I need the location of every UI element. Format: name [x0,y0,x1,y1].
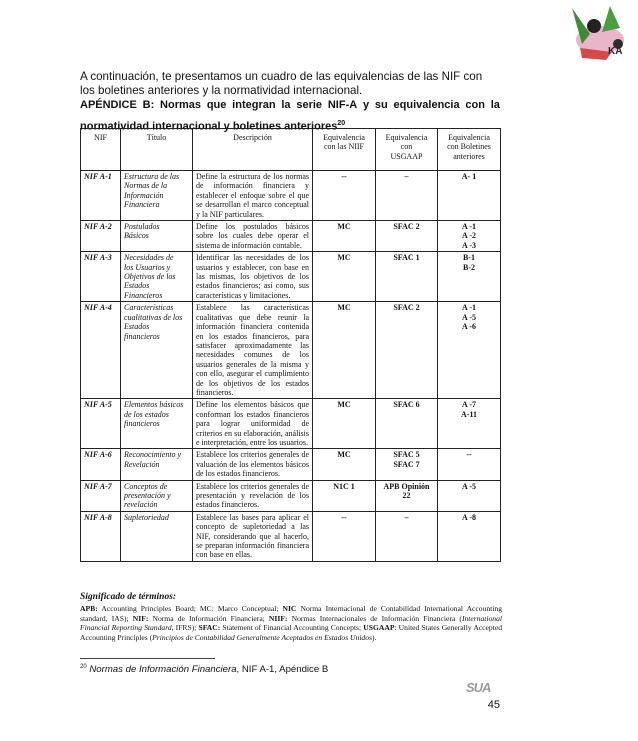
header-eq-boletines-line: Equivalencia [448,133,490,142]
cell-description: Define la estructura de los normas de información financiera y establecer el enfoque sobre el que se desarrollan el marco conceptual y la NIF particulares. [193,171,313,221]
legend-abbreviation: USGAAP [363,623,395,633]
header-eq-usgaap-line: Equivalencia [385,133,428,142]
cell-eq-usgaap [376,252,438,302]
heading-word: la [490,99,500,111]
cell-eq-boletines-line: A -5 [462,481,476,491]
cell-eq-boletines [438,252,501,302]
cell-title-line: Elementos básicos [124,400,184,410]
legend-definition: Norma de Información Financiera; [148,613,269,623]
footnote-rest: , NIF A-1, Apéndice B [236,664,329,676]
heading-line-2-text: normatividad internacional y boletines anteriores [80,120,338,133]
cell-nif-code: NIF A-1 [81,171,121,221]
heading-word: y [362,99,370,111]
cell-eq-usgaap-line: SFAC 2 [393,303,420,313]
legend-definition: Normas Internacionales de Información Financiera ( [287,613,462,623]
cell-description: Establece las características cualitativas que debe reunir la información financiera contenida en los estados financieros, para satisfacer aproximadamente las necesidades comunes de los usuarios generales de la misma y con ello, asegurar el cumplimiento de los objetivos de los estados financieros. [193,302,313,399]
header-eq-niif-line: Equivalencia [323,133,365,142]
cell-title [121,399,193,449]
header-titulo: Título [121,129,193,171]
page-number: 45 [487,699,500,711]
cell-title-line: Estados [124,322,150,332]
header-eq-boletines [438,129,501,171]
heading-word: con [465,99,485,111]
cell-eq-usgaap-line: SFAC 5 [393,450,420,460]
cell-eq-usgaap [376,221,438,252]
cell-title [121,449,193,480]
table-row [81,511,501,561]
cell-eq-niif [313,449,376,480]
footnote-title: Normas de Información Financiera [89,664,237,676]
header-descripcion: Descripción [193,129,313,171]
heading-word: NIF-A [327,99,358,111]
cell-eq-boletines-line: A -1 [462,222,476,232]
cell-eq-niif [313,480,376,511]
cell-nif-code: NIF A-3 [81,252,121,302]
cell-eq-boletines [438,449,501,480]
cell-eq-niif-line: MC [337,303,351,313]
cell-title-line: financieros [124,331,160,341]
cell-description: Establece las bases para aplicar el concepto de supletoriedad a las NIF, considerando que al hacerlo, se preparan información financiera con base en ellas. [193,511,313,561]
cell-eq-usgaap-line: APB Opinión [383,481,430,491]
cell-nif-code: NIF A-6 [81,449,121,480]
cell-eq-usgaap-line: SFAC 1 [393,253,420,263]
cell-nif-code: NIF A-5 [81,399,121,449]
cell-eq-niif [313,399,376,449]
heading-word: Normas [160,99,202,111]
cell-eq-boletines-line: -- [466,450,472,460]
legend-abbreviation: NIIF: [268,613,288,623]
cell-eq-niif-line: -- [341,512,347,522]
cell-nif-code: NIF A-8 [81,511,121,561]
table-header-row [81,129,501,171]
cell-title [121,252,193,302]
cell-eq-usgaap [376,399,438,449]
cell-title [121,511,193,561]
cell-title-line: Necesidades de [124,253,174,263]
cell-title-line: cualitativas de los [124,312,183,322]
legend-abbreviation: SFAC: [198,623,221,633]
heading-word: serie [296,99,323,111]
cell-eq-boletines [438,221,501,252]
cell-eq-boletines-line: A -2 [462,231,476,241]
cell-eq-boletines [438,171,501,221]
legend-abbreviation: APB: [80,604,98,614]
cell-title-line: Postulados [124,222,160,232]
cell-nif-code: NIF A-2 [81,221,121,252]
cell-title-line: Básicos [124,231,149,241]
header-eq-niif-line: con las NIIF [324,142,364,152]
cell-eq-boletines-line: B-1 [463,253,475,263]
table-body [81,171,501,562]
legend-definition: : United States Generally Accepted Accounting Principles ( [80,623,502,642]
cell-eq-boletines-line: A -5 [462,312,476,322]
cell-title-line: presentación y [124,491,171,500]
cell-title [121,302,193,399]
cell-description: Establece los criterios generales de presentación y revelación de los estados financieros. [193,480,313,511]
cell-title-line: Estados [124,281,150,291]
heading-word: que [206,99,227,111]
header-eq-niif [313,129,376,171]
cell-title-line: Revelación [124,459,160,469]
svg-text:KA: KA [608,46,623,57]
cell-title-line: financieros [124,419,160,429]
cell-description: Establece los criterios generales de valuación de los elementos básicos de los estados financieros. [193,449,313,480]
header-eq-usgaap [376,129,438,171]
cell-eq-niif [313,302,376,399]
cell-eq-boletines-line: A- 1 [461,172,477,181]
cell-title-line: Supletoriedad [124,512,169,522]
cell-eq-niif-line: N1C 1 [333,481,355,491]
footnote-number: 20 [80,664,87,670]
cell-title-line: Información [124,190,164,200]
heading-word: su [374,99,388,111]
intro-paragraph: A continuación, te presentamos un cuadro de las equivalencias de las NIF con los boletines anteriores y la normatividad internacional. [80,70,483,97]
cell-title-line: revelación [124,500,158,510]
cell-eq-usgaap [376,171,438,221]
cell-eq-usgaap-line: SFAC 2 [393,222,420,232]
legend-title: Significado de términos: [80,592,177,602]
legend-definition: ). [372,632,377,642]
heading-word: integran [232,99,276,111]
cell-eq-usgaap [376,480,438,511]
legend-definition: Statement of Financial Accounting Concepts; [220,623,364,633]
cell-title-line: Estructura de las [124,172,180,181]
legend-text [80,604,502,641]
cell-title-line: Financiera [124,200,160,210]
cell-eq-usgaap [376,511,438,561]
table-row [81,221,501,252]
sua-brand-logo: SUA [466,680,491,695]
cell-description: Identificar las necesidades de los usuarios y establecer, con base en las mismas, los objetivos de los estados financieros; así como, sus características y limitaciones. [193,252,313,302]
cell-eq-boletines-line: A -3 [462,240,476,250]
cell-eq-niif [313,511,376,561]
terms-legend [80,593,502,642]
cell-description: Define los postulados básicos sobre los cuales debe operar el sistema de información contable. [193,221,313,252]
cell-eq-boletines-line: B-2 [463,262,475,272]
logo-figure [587,19,601,33]
cell-eq-usgaap-line: SFAC 7 [393,459,420,469]
cell-eq-boletines [438,302,501,399]
cell-eq-niif-line: MC [337,450,351,460]
legend-abbreviation: NIF: [132,613,149,623]
table-row [81,399,501,449]
cell-title [121,171,193,221]
cell-eq-usgaap-line: 22 [402,491,411,500]
heading-word: equivalencia [393,99,460,111]
header-eq-boletines-line: anteriores [453,151,485,161]
cell-eq-niif-line: MC [337,222,351,232]
cell-eq-boletines [438,480,501,511]
cell-eq-boletines-line: A -1 [462,303,476,313]
legend-definition: Accounting Principles Board; MC: Marco Conceptual; [97,604,283,614]
cell-eq-usgaap-line: – [404,172,409,181]
cell-eq-usgaap [376,302,438,399]
heading-word: APÉNDICE [80,99,137,111]
cell-eq-boletines [438,399,501,449]
legend-italic-text: International Financial Reporting Standard, [80,613,503,633]
cell-eq-niif [313,171,376,221]
cell-eq-niif-line: MC [337,253,351,263]
cell-eq-niif-line: MC [337,400,351,410]
table-row [81,252,501,302]
heading-word: B: [142,99,155,111]
cell-title [121,221,193,252]
cell-eq-boletines-line: A -8 [462,512,476,522]
cell-eq-usgaap-line: SFAC 6 [393,400,420,410]
legend-abbreviation: NIC [282,604,297,614]
heading-word: la [281,99,291,111]
cell-nif-code: NIF A-4 [81,302,121,399]
legend-italic-text: Principios de Contabilidad Generalmente Aceptados en Estados Unidos [152,632,372,642]
legend-definition: Norma Internacional de Contabilidad International Accounting standard, IAS); [80,604,502,623]
cell-description: Define los elementos básicos que conforman los estados financieros para lograr uniformidad de criterios en su elaboración, análisis e interpretación, entre los usuarios. [193,399,313,449]
cell-title-line: Características [124,303,174,313]
decorative-logo [560,4,634,66]
footnote-reference: 20 [337,120,346,127]
header-eq-boletines-line: con Boletines [447,142,491,152]
cell-title-line: Normas de la [124,181,168,191]
cell-eq-boletines-line: A-11 [461,409,477,419]
table-row [81,449,501,480]
header-eq-usgaap-line: con [400,142,413,152]
cell-eq-niif [313,252,376,302]
footnote [80,661,500,676]
cell-title [121,480,193,511]
cell-eq-usgaap [376,449,438,480]
cell-title-line: Reconocimiento y [124,450,182,460]
table-row [81,302,501,399]
table-row [81,171,501,221]
nif-equivalence-table [80,128,501,562]
cell-title-line: los Usuarios y [124,262,171,272]
cell-eq-boletines [438,511,501,561]
heading-line-1 [80,98,500,112]
cell-eq-usgaap-line: – [404,512,409,522]
cell-title-line: Objetivos de los [124,272,176,282]
cell-nif-code: NIF A-7 [81,480,121,511]
footnote-divider [80,658,215,659]
table-row [81,480,501,511]
cell-title-line: de los estados [124,409,169,419]
cell-eq-niif-line: -- [341,172,347,181]
header-eq-usgaap-line: USGAAP [390,151,423,161]
logo-leaf [602,6,620,32]
cell-title-line: Conceptos de [124,481,168,491]
cell-eq-boletines-line: A -6 [462,322,476,332]
header-nif: NIF [81,129,121,171]
cell-title-line: Financieros [124,290,163,300]
cell-eq-boletines-line: A -7 [462,400,476,410]
legend-definition: IFRS); [173,623,199,633]
cell-eq-niif [313,221,376,252]
